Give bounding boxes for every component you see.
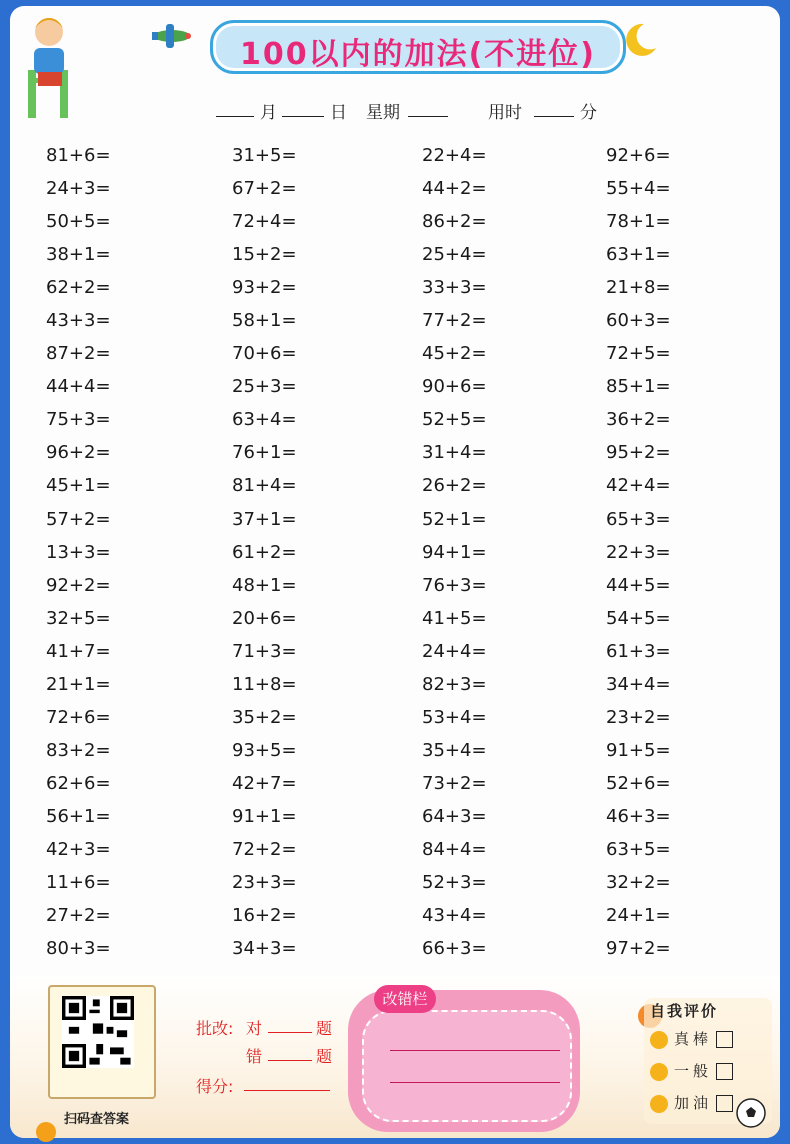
page-title: 100以内的加法(不进位): [239, 37, 597, 72]
addition-problem[interactable]: 52+3=: [422, 872, 487, 894]
addition-problem[interactable]: 24+1=: [606, 905, 671, 927]
addition-problem[interactable]: 32+2=: [606, 872, 671, 894]
addition-problem[interactable]: 11+6=: [46, 872, 111, 894]
addition-problem[interactable]: 21+1=: [46, 673, 111, 695]
addition-problem[interactable]: 57+2=: [46, 508, 111, 530]
addition-problem[interactable]: 52+1=: [422, 508, 487, 530]
addition-problem[interactable]: 34+4=: [606, 673, 671, 695]
addition-problem[interactable]: 56+1=: [46, 805, 111, 827]
addition-problem[interactable]: 76+1=: [232, 442, 297, 464]
addition-problem[interactable]: 34+3=: [232, 938, 297, 960]
addition-problem[interactable]: 84+4=: [422, 838, 487, 860]
great-checkbox[interactable]: [716, 1031, 733, 1048]
addition-problem[interactable]: 61+3=: [606, 640, 671, 662]
addition-problem[interactable]: 22+4=: [422, 145, 487, 166]
addition-problem[interactable]: 94+1=: [422, 541, 487, 563]
addition-problem[interactable]: 16+2=: [232, 905, 297, 927]
addition-problem[interactable]: 71+3=: [232, 640, 297, 662]
addition-problem[interactable]: 63+5=: [606, 838, 671, 860]
wrong-unit: 题: [316, 1047, 333, 1066]
addition-problem[interactable]: 24+3=: [46, 178, 111, 200]
addition-problem[interactable]: 93+5=: [232, 739, 297, 761]
boy-illustration: [20, 8, 80, 120]
addition-problem[interactable]: 55+4=: [606, 178, 671, 200]
self-eval-item-ok: 一般: [650, 1060, 733, 1081]
addition-problem[interactable]: 44+5=: [606, 574, 671, 596]
addition-problem[interactable]: 23+3=: [232, 872, 297, 894]
moon-icon: [622, 22, 658, 58]
addition-problem[interactable]: 96+2=: [46, 442, 111, 464]
self-eval-item-try: 加油: [650, 1092, 733, 1113]
correction-label: 改错栏: [374, 985, 436, 1013]
addition-problem[interactable]: 63+4=: [232, 409, 297, 431]
self-eval-item-great: 真棒: [650, 1028, 733, 1049]
minutes-label: 分: [580, 103, 597, 123]
addition-problem[interactable]: 23+2=: [606, 706, 671, 728]
addition-problem[interactable]: 86+2=: [422, 211, 487, 233]
addition-problem[interactable]: 25+3=: [232, 376, 297, 398]
addition-problem[interactable]: 35+2=: [232, 706, 297, 728]
addition-problem[interactable]: 27+2=: [46, 905, 111, 927]
addition-problem[interactable]: 62+2=: [46, 277, 111, 299]
day-blank[interactable]: [282, 98, 324, 117]
addition-problem[interactable]: 42+3=: [46, 838, 111, 860]
addition-problem[interactable]: 45+2=: [422, 343, 487, 365]
correction-area[interactable]: [362, 1010, 572, 1122]
addition-problem[interactable]: 65+3=: [606, 508, 671, 530]
wrong-count-blank[interactable]: [268, 1044, 312, 1061]
scan-answer-label: 扫码查答案: [64, 1112, 130, 1127]
addition-problem[interactable]: 82+3=: [422, 673, 487, 695]
addition-problem[interactable]: 62+6=: [46, 772, 111, 794]
addition-problem[interactable]: 15+2=: [232, 244, 297, 266]
addition-problem[interactable]: 43+4=: [422, 905, 487, 927]
addition-problem[interactable]: 36+2=: [606, 409, 671, 431]
addition-problem[interactable]: 31+4=: [422, 442, 487, 464]
addition-problem[interactable]: 54+5=: [606, 607, 671, 629]
addition-problem[interactable]: 44+2=: [422, 178, 487, 200]
qr-code[interactable]: [62, 996, 134, 1068]
addition-problem[interactable]: 45+1=: [46, 475, 111, 497]
problem-column-3: [422, 139, 487, 965]
title-banner: [210, 20, 626, 74]
addition-problem[interactable]: 72+6=: [46, 706, 111, 728]
addition-problem[interactable]: 35+4=: [422, 739, 487, 761]
addition-problem[interactable]: 85+1=: [606, 376, 671, 398]
problem-column-4: [606, 139, 671, 965]
time-blank[interactable]: [534, 98, 574, 117]
addition-problem[interactable]: 13+3=: [46, 541, 111, 563]
cheer-face-icon: [650, 1095, 668, 1113]
addition-problem[interactable]: 73+2=: [422, 772, 487, 794]
addition-problem[interactable]: 66+3=: [422, 938, 487, 960]
addition-problem[interactable]: 31+5=: [232, 145, 297, 166]
wrong-label: 错: [246, 1047, 263, 1066]
grading-label: 批改:: [196, 1019, 234, 1038]
correction-line[interactable]: [390, 1050, 560, 1051]
addition-problem[interactable]: 42+7=: [232, 772, 297, 794]
addition-problem[interactable]: 64+3=: [422, 805, 487, 827]
addition-problem[interactable]: 63+1=: [606, 244, 671, 266]
addition-problem[interactable]: 81+6=: [46, 145, 111, 166]
addition-problem[interactable]: 11+8=: [232, 673, 297, 695]
addition-problem[interactable]: 92+2=: [46, 574, 111, 596]
addition-problem[interactable]: 22+3=: [606, 541, 671, 563]
self-eval-title: 自我评价: [650, 1002, 719, 1020]
addition-problem[interactable]: 81+4=: [232, 475, 297, 497]
addition-problem[interactable]: 72+4=: [232, 211, 297, 233]
month-label: 月: [260, 103, 277, 123]
addition-problem[interactable]: 33+3=: [422, 277, 487, 299]
addition-problem[interactable]: 32+5=: [46, 607, 111, 629]
addition-problem[interactable]: 95+2=: [606, 442, 671, 464]
correct-label: 对: [246, 1019, 263, 1038]
addition-problem[interactable]: 80+3=: [46, 938, 111, 960]
addition-problem[interactable]: 92+6=: [606, 145, 671, 166]
day-label: 日: [330, 103, 347, 123]
addition-problem[interactable]: 37+1=: [232, 508, 297, 530]
addition-problem[interactable]: 46+3=: [606, 805, 671, 827]
addition-problem[interactable]: 60+3=: [606, 310, 671, 332]
soccer-ball-icon: [736, 1098, 766, 1128]
correct-count-blank[interactable]: [268, 1016, 312, 1033]
addition-problem[interactable]: 50+5=: [46, 211, 111, 233]
weekday-label: 星期: [366, 103, 400, 123]
addition-problem[interactable]: 41+7=: [46, 640, 111, 662]
addition-problem[interactable]: 48+1=: [232, 574, 297, 596]
correct-unit: 题: [316, 1019, 333, 1038]
addition-problem[interactable]: 75+3=: [46, 409, 111, 431]
problem-column-2: [232, 139, 297, 965]
addition-problem[interactable]: 20+6=: [232, 607, 297, 629]
addition-problem[interactable]: 24+4=: [422, 640, 487, 662]
try-checkbox[interactable]: [716, 1095, 733, 1112]
addition-problem[interactable]: 72+5=: [606, 343, 671, 365]
addition-problem[interactable]: 76+3=: [422, 574, 487, 596]
addition-problem[interactable]: 53+4=: [422, 706, 487, 728]
addition-problem[interactable]: 70+6=: [232, 343, 297, 365]
problem-column-1: [46, 139, 111, 965]
addition-problem[interactable]: 58+1=: [232, 310, 297, 332]
page-number-badge: [36, 1122, 56, 1142]
addition-problem[interactable]: 77+2=: [422, 310, 487, 332]
addition-problem[interactable]: 87+2=: [46, 343, 111, 365]
addition-problem[interactable]: 90+6=: [422, 376, 487, 398]
addition-problem[interactable]: 38+1=: [46, 244, 111, 266]
smiley-face-icon: [650, 1031, 668, 1049]
month-blank[interactable]: [216, 98, 254, 117]
addition-problem[interactable]: 42+4=: [606, 475, 671, 497]
addition-problem[interactable]: 43+3=: [46, 310, 111, 332]
addition-problem[interactable]: 67+2=: [232, 178, 297, 200]
score-blank[interactable]: [244, 1074, 330, 1091]
addition-problem[interactable]: 78+1=: [606, 211, 671, 233]
correction-line[interactable]: [390, 1082, 560, 1083]
addition-problem[interactable]: 91+5=: [606, 739, 671, 761]
addition-problem[interactable]: 26+2=: [422, 475, 487, 497]
addition-problem[interactable]: 83+2=: [46, 739, 111, 761]
time-used-label: 用时: [488, 103, 522, 123]
addition-problem[interactable]: 21+8=: [606, 277, 671, 299]
ok-checkbox[interactable]: [716, 1063, 733, 1080]
worksheet: [10, 6, 780, 1138]
addition-problem[interactable]: 91+1=: [232, 805, 297, 827]
addition-problem[interactable]: 52+5=: [422, 409, 487, 431]
weekday-blank[interactable]: [408, 98, 448, 117]
addition-problem[interactable]: 61+2=: [232, 541, 297, 563]
addition-problem[interactable]: 44+4=: [46, 376, 111, 398]
addition-problem[interactable]: 72+2=: [232, 838, 297, 860]
addition-problem[interactable]: 25+4=: [422, 244, 487, 266]
score-label: 得分:: [196, 1077, 234, 1096]
addition-problem[interactable]: 52+6=: [606, 772, 671, 794]
addition-problem[interactable]: 93+2=: [232, 277, 297, 299]
airplane-icon: [148, 22, 194, 50]
addition-problem[interactable]: 97+2=: [606, 938, 671, 960]
addition-problem[interactable]: 41+5=: [422, 607, 487, 629]
neutral-face-icon: [650, 1063, 668, 1081]
